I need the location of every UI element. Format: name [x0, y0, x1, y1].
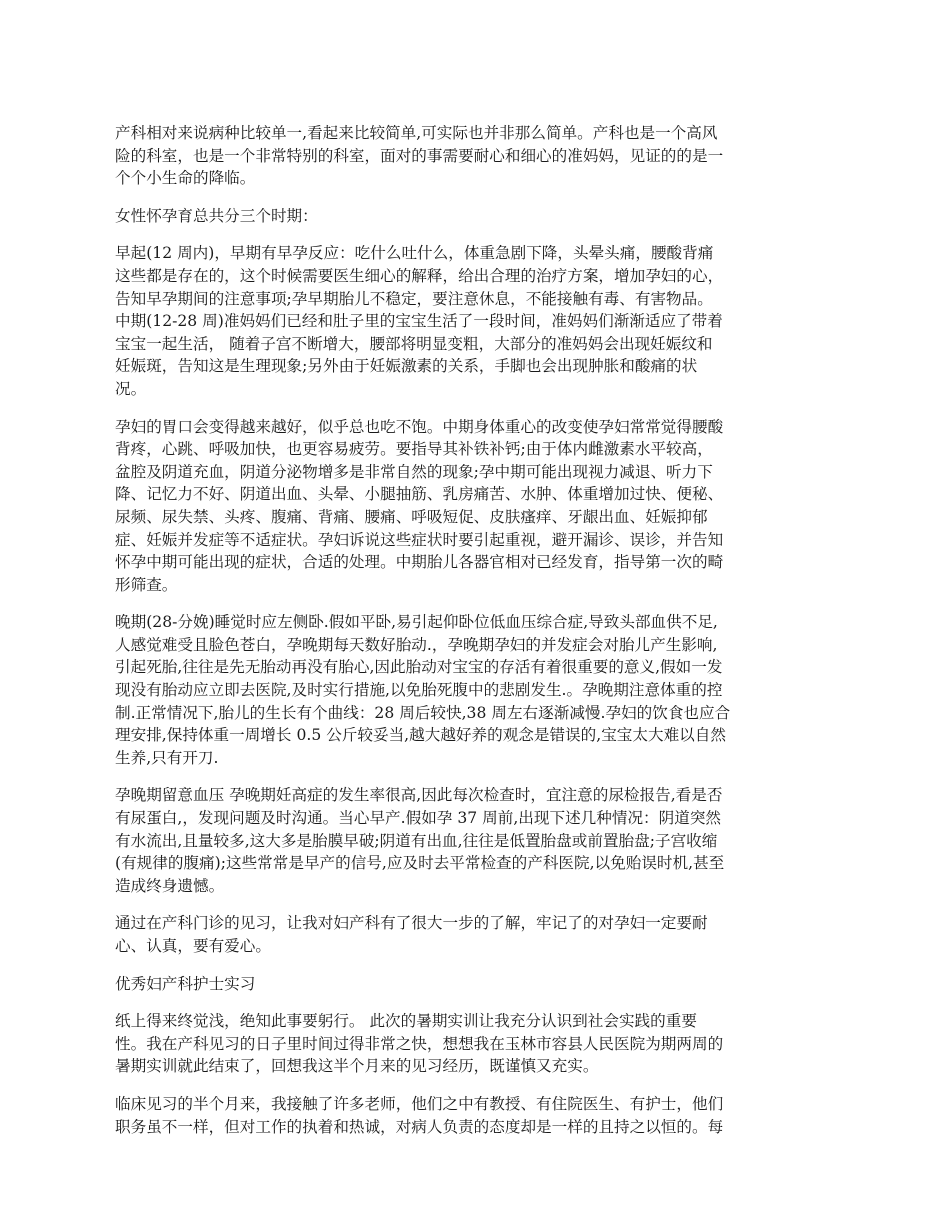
paragraph-line: 通过在产科门诊的见习，让我对妇产科有了很大一步的了解，牢记了的对孕妇一定要耐 [115, 914, 708, 933]
paragraph-line: 有尿蛋白,，发现问题及时沟通。当心早产.假如孕 37 周前,出现下述几种情况：阴道突然 [115, 809, 722, 828]
paragraph-line: 降、记忆力不好、阴道出血、头晕、小腿抽筋、乳房痛苦、水肿、体重增加过快、便秘、 [115, 485, 724, 504]
paragraph-line: 怀孕中期可能出现的症状，合适的处理。中期胎儿各器官相对已经发育，指导第一次的畸 [115, 553, 724, 572]
paragraph [115, 973, 841, 996]
paragraph-line: 中期(12-28 周)准妈妈们已经和肚子里的宝宝生活了一段时间，准妈妈们渐渐适应了带着 [115, 312, 723, 331]
paragraph-line: 制.正常情况下,胎儿的生长有个曲线：28 周后较快,38 周左右逐渐减慢.孕妇的饮食也应合 [115, 703, 731, 722]
paragraph [115, 242, 841, 400]
paragraph-line: 性。我在产科见习的日子里时间过得非常之快，想想我在玉林市容县人民医院为期两周的 [115, 1034, 724, 1053]
paragraph-line: 背疼，心跳、呼吸加快，也更容易疲劳。要指导其补铁补钙;由于体内雌激素水平较高， [115, 440, 713, 459]
paragraph-line: 妊娠斑，告知这是生理现象;另外由于妊娠激素的关系，手脚也会出现肿胀和酸痛的状 [115, 357, 698, 376]
paragraph [115, 416, 841, 597]
paragraph [115, 122, 841, 190]
paragraph [115, 1093, 841, 1138]
paragraph-line: 产科相对来说病种比较单一,看起来比较简单,可实际也并非那么简单。产科也是一个高风 [115, 124, 718, 142]
paragraph-line: 造成终身遗憾。 [115, 876, 225, 895]
paragraph-line: 症、妊娠并发症等不适症状。孕妇诉说这些症状时要引起重视，避开漏诊、误诊，并告知 [115, 530, 724, 549]
paragraph-line: 临床见习的半个月来，我接触了许多老师，他们之中有教授、有住院医生、有护士，他们 [115, 1094, 724, 1113]
paragraph-line: 这些都是存在的，这个时候需要医生细心的解释，给出合理的治疗方案，增加孕妇的心， [115, 266, 724, 285]
paragraph-line: 暑期实训就此结束了，回想我这半个月来的见习经历，既谨慎又充实。 [115, 1057, 599, 1076]
paragraph-line: 盆腔及阴道充血，阴道分泌物增多是非常自然的现象;孕中期可能出现视力减退、听力下 [115, 462, 713, 481]
paragraph-line: 险的科室，也是一个非常特别的科室，面对的事需要耐心和细心的准妈妈，见证的的是一 [115, 146, 724, 165]
paragraph-line: 早起(12 周内)，早期有早孕反应：吃什么吐什么，体重急剧下降，头晕头痛，腰酸背痛 [115, 244, 714, 263]
paragraph-line: 理安排,保持体重一周增长 0.5 公斤较妥当,越大越好养的观念是错误的,宝宝太大难以自然 [115, 726, 726, 745]
document-body [115, 122, 841, 1153]
paragraph-line: 告知早孕期间的注意事项;孕早期胎儿不稳定，要注意休息，不能接触有毒、有害物品。 [115, 289, 713, 308]
paragraph-line: 优秀妇产科护士实习 [115, 974, 256, 993]
paragraph [115, 1010, 841, 1078]
paragraph-line: 宝宝一起生活， 随着子宫不断增大，腰部将明显变粗，大部分的准妈妈会出现妊娠纹和 [115, 334, 713, 353]
paragraph-line: 况。 [115, 379, 147, 398]
paragraph [115, 205, 841, 228]
paragraph-line: 形筛查。 [115, 575, 178, 594]
paragraph [115, 912, 841, 957]
paragraph-line: 晚期(28-分娩)睡觉时应左侧卧.假如平卧,易引起仰卧位低血压综合症,导致头部血供不足, [115, 613, 718, 632]
paragraph-list [115, 122, 841, 1138]
paragraph-line: 职务虽不一样，但对工作的执着和热诚，对病人负责的态度却是一样的且持之以恒的。每 [115, 1117, 724, 1136]
paragraph [115, 611, 841, 769]
paragraph-line: 孕晚期留意血压 孕晚期妊高症的发生率很高,因此每次检查时，宜注意的尿检报告,看是否 [115, 786, 723, 805]
paragraph-line: 个个小生命的降临。 [115, 169, 256, 188]
paragraph-line: 孕妇的胃口会变得越来越好，似乎总也吃不饱。中期身体重心的改变使孕妇常常觉得腰酸 [115, 417, 724, 436]
paragraph-line: 心、认真，要有爱心。 [115, 937, 271, 955]
paragraph-line: 有水流出,且量较多,这大多是胎膜早破;阴道有出血,往往是低置胎盘或前置胎盘;子宫收缩 [115, 831, 718, 850]
paragraph-line: 尿频、尿失禁、头疼、腹痛、背痛、腰痛、呼吸短促、皮肤瘙痒、牙龈出血、妊娠抑郁 [115, 507, 708, 526]
paragraph-line: (有规律的腹痛);这些常常是早产的信号,应及时去平常检查的产科医院,以免贻误时机,甚至 [115, 854, 725, 873]
paragraph-line: 女性怀孕育总共分三个时期： [115, 206, 318, 225]
paragraph-line: 现没有胎动应立即去医院,及时实行措施,以免胎死腹中的悲剧发生.。孕晚期注意体重的控 [115, 681, 723, 700]
paragraph-line: 纸上得来终觉浅，绝知此事要躬行。 此次的暑期实训让我充分认识到社会实践的重要 [115, 1012, 697, 1031]
paragraph [115, 784, 841, 897]
paragraph-line: 人感觉难受且脸色苍白，孕晚期每天数好胎动.，孕晚期孕妇的并发症会对胎儿产生影响, [115, 635, 718, 654]
paragraph-line: 生养,只有开刀. [115, 748, 219, 767]
paragraph-line: 引起死胎,往往是先无胎动再没有胎心,因此胎动对宝宝的存活有着很重要的意义,假如一发 [115, 658, 723, 677]
